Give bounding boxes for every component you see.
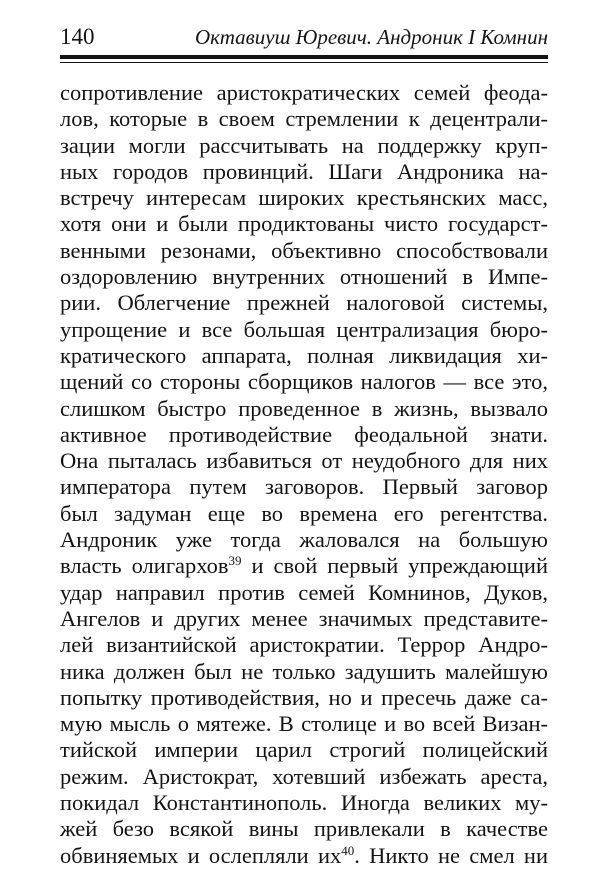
- running-title: Октавиуш Юревич. Андроник I Комнин: [195, 25, 548, 49]
- text-line: Андроник уже тогда жаловался на большую: [60, 527, 548, 553]
- body-text: [60, 80, 548, 869]
- text-line: щений со стороны сборщиков налогов — все это,: [60, 369, 548, 395]
- text-line: хотя они и были продиктованы чисто государст-: [60, 211, 548, 237]
- text-line: сопротивление аристократических семей феода-: [60, 80, 548, 105]
- text-line: лов, которые в своем стремлении к децентрали-: [60, 106, 548, 132]
- text-line: покидал Константинополь. Иногда великих му-: [60, 790, 548, 816]
- text-line: лей византийской аристократии. Террор Андро-: [60, 632, 548, 658]
- text-line: ных городов провинций. Шаги Андроника на-: [60, 158, 548, 184]
- text-line-with-footnote-40: [60, 843, 548, 869]
- text-fragment: . Никто не смел ни: [354, 842, 548, 868]
- text-line: императора путем заговоров. Первый заговор: [60, 474, 548, 500]
- text-line: попытку противодействия, но и пресечь даже са-: [60, 684, 548, 710]
- text-line: Она пыталась избавиться от неудобного для них: [60, 448, 548, 474]
- text-line: удар направил против семей Комнинов, Дуков,: [60, 579, 548, 605]
- text-line: зации могли рассчитывать на поддержку круп-: [60, 132, 548, 158]
- text-line: упрощение и все большая централизация бюро-: [60, 316, 548, 342]
- text-line: был задуман еще во времена его регентства.: [60, 500, 548, 526]
- text-line: слишком быстро проведенное в жизнь, вызвало: [60, 395, 548, 421]
- text-line: Ангелов и других менее значимых представите-: [60, 605, 548, 631]
- text-fragment: и свой первый упреждающий: [241, 553, 548, 579]
- text-line: венными резонами, объективно способствовали: [60, 237, 548, 263]
- header-rule-thin: [60, 62, 548, 63]
- running-header: [60, 22, 548, 52]
- footnote-marker-39: 39: [228, 553, 242, 569]
- text-line: режим. Аристократ, хотевший избежать ареста,: [60, 763, 548, 789]
- text-line: встречу интересам широких крестьянских масс,: [60, 185, 548, 211]
- text-line: кратического аппарата, полная ликвидация хи-: [60, 342, 548, 368]
- text-line: ника должен был не только задушить малейшую: [60, 658, 548, 684]
- header-rule-thick: [60, 55, 548, 59]
- text-line: мую мысль о мятеже. В столице и во всей Визан-: [60, 711, 548, 737]
- text-line: жей безо всякой вины привлекали в качестве: [60, 816, 548, 842]
- text-line: активное противодействие феодальной знати.: [60, 421, 548, 447]
- text-fragment: обвиняемых и ослепляли их: [60, 842, 342, 868]
- text-line-with-footnote-39: [60, 553, 548, 579]
- text-line: тийской империи царил строгий полицейский: [60, 737, 548, 763]
- footnote-marker-40: 40: [341, 842, 355, 858]
- text-line: рии. Облегчение прежней налоговой системы,: [60, 290, 548, 316]
- text-line: оздоровлению внутренних отношений в Импе-: [60, 264, 548, 290]
- text-fragment: власть олигархов: [60, 553, 229, 579]
- page-number: 140: [60, 24, 95, 49]
